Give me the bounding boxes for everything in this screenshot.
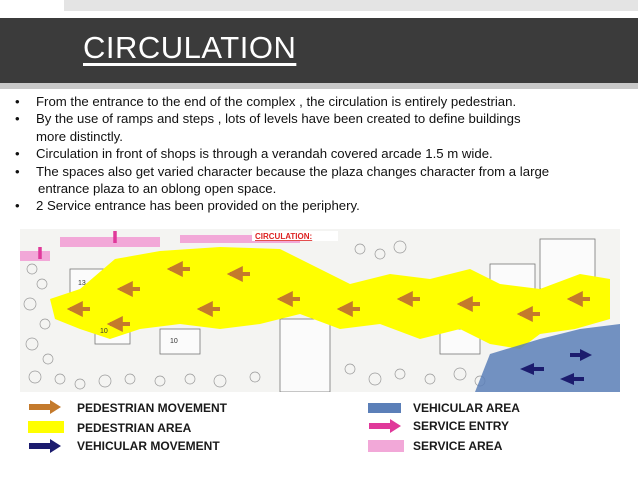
top-stripe-bar	[64, 0, 638, 11]
bullet-text: 2 Service entrance has been provided on the periphery.	[36, 198, 360, 214]
bullet-text-cont: more distinctly.	[36, 128, 123, 144]
title-accent-line	[0, 83, 638, 89]
legend-service-entry: SERVICE ENTRY	[413, 419, 510, 433]
bullet-dot: •	[15, 94, 20, 109]
vehicular-movement-swatch	[28, 439, 62, 453]
pedestrian-area-swatch	[28, 421, 64, 433]
map-heading: CIRCULATION:	[255, 232, 313, 241]
bullet-text: The spaces also get varied character because the plaza changes character from a large	[36, 163, 550, 179]
site-plan-map	[20, 229, 620, 392]
vehicular-area-swatch	[368, 403, 401, 413]
bullet-item-4	[12, 163, 622, 198]
bullet-text: From the entrance to the end of the complex , the circulation is entirely pedestrian.	[36, 94, 517, 109]
top-stripe	[0, 0, 638, 14]
bullet-text: By the use of ramps and steps , lots of levels have been created to define buildings	[36, 111, 521, 127]
pedestrian-movement-swatch	[28, 400, 62, 414]
legend-vehicular-movement: VEHICULAR MOVEMENT	[77, 439, 220, 453]
bullet-item-1	[12, 93, 622, 110]
bullet-text: Circulation in front of shops is through a verandah covered arcade 1.5 m wide.	[36, 146, 493, 162]
slide-title: CIRCULATION	[83, 30, 297, 65]
bullet-dot: •	[15, 198, 20, 214]
bullet-list	[12, 93, 622, 215]
legend-pedestrian-area: PEDESTRIAN AREA	[77, 421, 192, 435]
bullet-dot: •	[15, 111, 20, 127]
legend-pedestrian-movement: PEDESTRIAN MOVEMENT	[77, 401, 228, 415]
map-label-10b: 10	[170, 338, 178, 345]
map-label-10a: 10	[100, 328, 108, 335]
legend-service-area: SERVICE AREA	[413, 439, 503, 453]
bullet-item-2	[12, 110, 622, 145]
bullet-dot: •	[15, 146, 20, 162]
bullet-item-5	[12, 197, 622, 214]
bullet-text-cont: entrance plaza to an oblong open space.	[38, 181, 277, 197]
bullet-item-3	[12, 145, 622, 162]
map-label-13: 13	[78, 280, 86, 287]
service-area-swatch	[368, 440, 404, 452]
legend-vehicular-area: VEHICULAR AREA	[413, 401, 520, 415]
bullet-dot: •	[15, 163, 20, 179]
service-entry-swatch	[368, 419, 402, 433]
